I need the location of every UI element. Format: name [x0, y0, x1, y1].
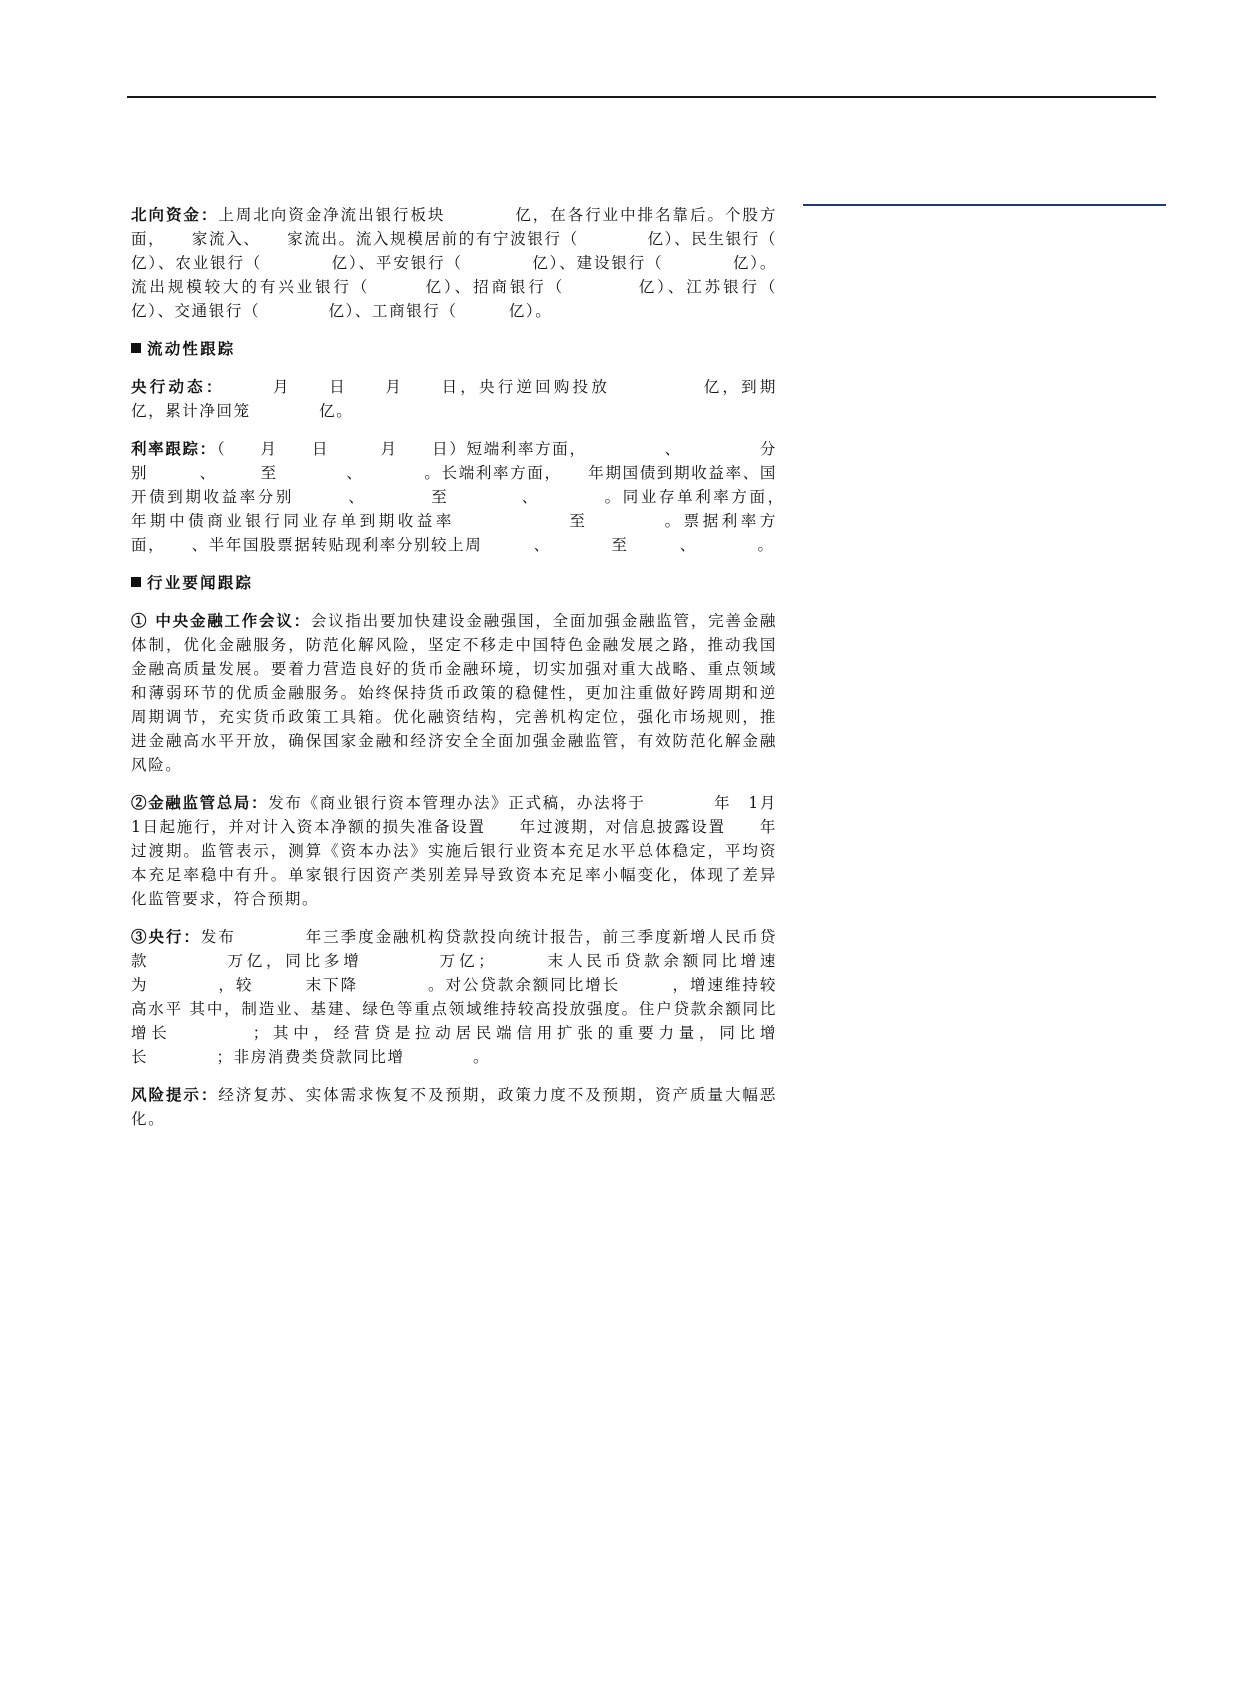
liquidity-section-title: 流动性跟踪	[131, 337, 777, 361]
risk-label: 风险提示：	[131, 1085, 219, 1104]
news-item-3	[131, 925, 777, 1069]
news-item-1-label: ① 中央金融工作会议：	[131, 611, 311, 630]
news-item-2	[131, 791, 777, 911]
news-item-2-label: ②金融监管总局：	[131, 793, 269, 812]
news-item-1	[131, 609, 777, 777]
header-rule	[127, 96, 1156, 98]
square-bullet-icon	[131, 577, 141, 587]
risk-text: 经济复苏、实体需求恢复不及预期，政策力度不及预期，资产质量大幅恶化。	[131, 1086, 777, 1128]
northbound-label: 北向资金：	[131, 205, 219, 224]
news-item-1-text: 会议指出要加快建设金融强国，全面加强金融监管，完善金融体制，优化金融服务，防范化解风险，坚定不移走中国特色金融发展之路，推动我国金融高质量发展。要着力营造良好的货币金融环境，切实加强对重大战略、重点领域和薄弱环节的优质金融服务。始终保持货币政策的稳健性，更加注重做好跨周期和逆周期调节，充实货币政策工具箱。优化融资结构，完善机构定位，强化市场规则，推进金融高水平开放，确保国家金融和经济安全全面加强金融监管，有效防范化解金融风险。	[131, 612, 778, 774]
news-item-3-text: 发布 年三季度金融机构贷款投向统计报告，前三季度新增人民币贷款 万亿，同比多增 万亿； 末人民币贷款余额同比增速为 ，较 末下降 。对公贷款余额同比增长 ，增速维持较高水平 其中，制造业、基建、绿色等重点领域维持较高投放强度。住户贷款余额同比增长 ；其中，经营贷是拉动居民端信用扩张的重要力量，同比增长 ；非房消费类贷款同比增 。	[131, 928, 777, 1066]
sidebar-rule	[803, 204, 1166, 206]
news-item-3-label: ③央行：	[131, 927, 201, 946]
pboc-paragraph	[131, 375, 863, 423]
report-body	[131, 203, 863, 1145]
northbound-paragraph	[131, 203, 846, 323]
news-section-title: 行业要闻跟踪	[131, 571, 777, 595]
northbound-text: 上周北向资金净流出银行板块 亿，在各行业中排名靠后。个股方面， 家流入、 家流出。流入规模居前的有宁波银行（ 亿）、民生银行（ 亿）、农业银行（ 亿）、平安银行（ 亿）、建设银行（ 亿）。流出规模较大的有兴业银行（ 亿）、招商银行（ 亿）、江苏银行（ 亿）、交通银行（ 亿）、工商银行（ 亿）。	[131, 206, 846, 320]
pboc-text: 月 日 月 日，央行逆回购投放 亿，到期 亿，累计净回笼 亿。	[131, 378, 863, 420]
news-item-2-text: 发布《商业银行资本管理办法》正式稿，办法将于 年 1月1日起施行，并对计入资本净额的损失准备设置 年过渡期，对信息披露设置 年过渡期。监管表示，测算《资本办法》实施后银行业资本充足水平总体稳定，平均资本充足率稳中有升。单家银行因资产类别差异导致资本充足率小幅变化，体现了差异化监管要求，符合预期。	[131, 794, 777, 908]
square-bullet-icon	[131, 343, 141, 353]
rate-paragraph	[131, 437, 812, 557]
risk-paragraph	[131, 1083, 777, 1131]
rate-text: （ 月 日 月 日）短端利率方面， 、 分别 、 至 、 。长端利率方面， 年期国债到期收益率、国开债到期收益率分别 、 至 、 。同业存单利率方面， 年期中债商业银行同业存单到期收益率 至 。票据利率方面， 、半年国股票据转贴现利率分别较上周 、 至 、 。	[131, 440, 812, 554]
rate-label: 利率跟踪：	[131, 439, 217, 458]
pboc-label: 央行动态：	[131, 377, 217, 396]
